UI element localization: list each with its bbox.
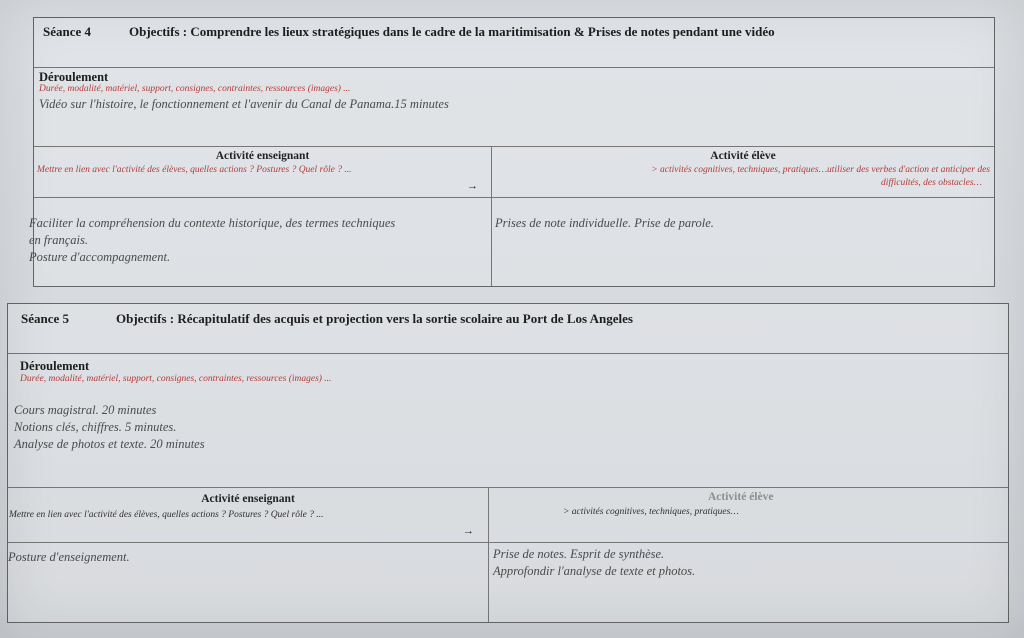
objectifs-text: : Récapitulatif des acquis et projection vers la sortie scolaire au Port de Los Angeles (169, 311, 633, 326)
enseignant-content (29, 215, 479, 266)
deroulement-line: Notions clés, chiffres. 5 minutes. (14, 420, 177, 434)
seance-4-objectifs-row (34, 18, 994, 68)
deroulement-title: Déroulement (39, 70, 109, 84)
deroulement-line: Cours magistral. 20 minutes (14, 403, 157, 417)
seance-5-objectifs-row (8, 304, 1008, 354)
seance-label: Séance 4 (43, 24, 92, 39)
enseignant-line: Faciliter la compréhension du contexte historique, des termes techniques (29, 216, 396, 230)
enseignant-hint: Mettre en lien avec l'activité des élèves, quelles actions ? Postures ? Quel rôle ? ... (9, 510, 324, 520)
seance-label: Séance 5 (21, 311, 70, 326)
seance-5-activity-header-row (8, 488, 1008, 543)
eleve-title: Activité élève (710, 150, 776, 162)
deroulement-hint: Durée, modalité, matériel, support, consignes, contraintes, ressources (images) ... (20, 374, 332, 384)
eleve-content: Prises de note individuelle. Prise de parole. (495, 216, 714, 230)
seance-5-deroulement-row (8, 354, 1008, 488)
seance-5-table (7, 303, 1009, 623)
objectifs-text: : Comprendre les lieux stratégiques dans le cadre de la maritimisation & Prises de notes pendant une vidéo (182, 24, 775, 39)
eleve-title: Activité élève (708, 491, 774, 503)
eleve-hint-line-2: difficultés, des obstacles… (880, 178, 982, 188)
seance-5-activity-content-row (8, 543, 1008, 622)
seance-4-activity-header-row (34, 147, 994, 198)
enseignant-line: en français. (29, 233, 89, 247)
deroulement-hint: Durée, modalité, matériel, support, consignes, contraintes, ressources (images) ... (39, 84, 351, 94)
objectifs-label: Objectifs (129, 24, 180, 39)
eleve-hint-line-1: > activités cognitives, techniques, pratiques…utiliser des verbes d'action et anticiper des (651, 165, 990, 175)
enseignant-hint: Mettre en lien avec l'activité des élèves, quelles actions ? Postures ? Quel rôle ? ... (37, 165, 352, 175)
eleve-hint: > activités cognitives, techniques, pratiques… (563, 507, 739, 517)
arrow-icon: → (467, 180, 478, 192)
deroulement-text: Vidéo sur l'histoire, le fonctionnement et l'avenir du Canal de Panama.15 minutes (39, 97, 449, 111)
seance-4-table (29, 17, 995, 287)
enseignant-line: Posture d'accompagnement. (29, 250, 171, 264)
eleve-line: Prise de notes. Esprit de synthèse. (493, 547, 665, 561)
arrow-icon: → (463, 525, 474, 537)
deroulement-content (14, 402, 205, 453)
enseignant-title: Activité enseignant (201, 493, 295, 505)
deroulement-title: Déroulement (20, 359, 90, 373)
enseignant-content: Posture d'enseignement. (8, 550, 130, 564)
enseignant-title: Activité enseignant (215, 150, 310, 162)
deroulement-line: Analyse de photos et texte. 20 minutes (14, 437, 205, 451)
seance-4-activity-content-row (29, 198, 994, 286)
objectifs-label: Objectifs (116, 311, 167, 326)
eleve-line: Approfondir l'analyse de texte et photos. (493, 564, 696, 578)
eleve-content (493, 546, 695, 580)
seance-4-deroulement-row (34, 68, 994, 147)
